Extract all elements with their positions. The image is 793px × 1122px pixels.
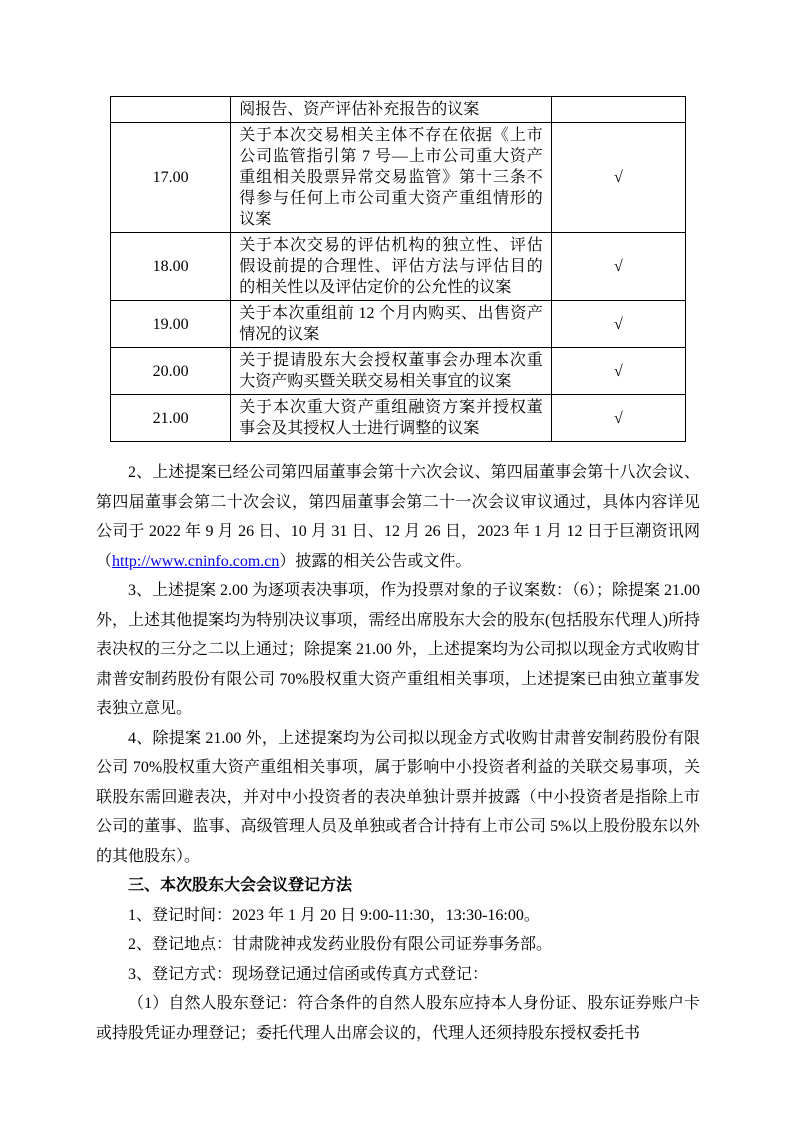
table-row — [111, 348, 686, 395]
table-row — [111, 233, 686, 301]
proposal-number-cell: 20.00 — [111, 348, 231, 395]
page-content — [96, 96, 700, 1048]
proposal-title-cell: 关于本次重大资产重组融资方案并授权董事会及其授权人士进行调整的议案 — [231, 395, 552, 442]
paragraph-3: 3、上述提案 2.00 为逐项表决事项，作为投票对象的子议案数：（6）；除提案 21.00 外，上述其他提案均为特别决议事项，需经出席股东大会的股东(包括股东代理人)所持表决权的三分之二以上通过；除提案 21.00 外，上述提案均为公司拟以现金方式收购甘肃普安制药股份有限公司 70%股权重大资产重组相关事项，上述提案已由独立董事发表独立意见。 — [96, 582, 701, 717]
table-row — [111, 97, 686, 123]
table-row — [111, 123, 686, 233]
paragraph-4: 4、除提案 21.00 外，上述提案均为公司拟以现金方式收购甘肃普安制药股份有限公司 70%股权重大资产重组相关事项，属于影响中小投资者利益的关联交易事项，关联股东需回避表决，并对中小投资者的表决单独计票并披露（中小投资者是指除上市公司的董事、监事、高级管理人员及单独或者合计持有上市公司 5%以上股份股东以外的其他股东）。 — [96, 729, 700, 865]
paragraph-2 — [96, 458, 700, 576]
cninfo-link[interactable]: http://www.cninfo.com.cn — [112, 552, 280, 570]
vote-check-cell: √ — [551, 301, 685, 348]
proposal-number-cell: 19.00 — [111, 301, 231, 348]
table-row — [111, 395, 686, 442]
paragraph-2-text-after: ）披露的相关公告或文件。 — [279, 552, 472, 570]
table-row — [111, 301, 686, 348]
paragraph-2-text-before: 2、上述提案已经公司第四届董事会第十六次会议、第四届董事会第十八次会议、第四届董事会第二十次会议，第四届董事会第二十一次会议审议通过，具体内容详见公司于 2022 年 9 月 26 日、10 月 31 日、12 月 26 日，2023 年 1 月 12 日于巨潮资讯网（ — [96, 464, 700, 570]
proposal-title-cell: 关于提请股东大会授权董事会办理本次重大资产购买暨关联交易相关事宜的议案 — [231, 348, 552, 395]
registration-method-item: 3、登记方式：现场登记通过信函或传真方式登记： — [128, 965, 489, 983]
section-heading: 三、本次股东大会会议登记方法 — [128, 877, 353, 894]
registration-place-item: 2、登记地点：甘肃陇神戎发药业股份有限公司证券事务部。 — [128, 936, 553, 953]
vote-check-cell: √ — [551, 233, 685, 301]
proposal-title-cell: 阅报告、资产评估补充报告的议案 — [231, 97, 552, 123]
vote-check-cell: √ — [551, 348, 685, 395]
vote-check-cell: √ — [551, 395, 685, 442]
proposal-number-cell — [111, 97, 231, 123]
registration-time-item: 1、登记时间：2023 年 1 月 20 日 9:00-11:30，13:30-16:00。 — [128, 906, 540, 924]
vote-check-cell: √ — [551, 123, 685, 233]
proposal-number-cell: 18.00 — [111, 233, 231, 301]
proposal-number-cell: 17.00 — [111, 123, 231, 233]
proposal-number-cell: 21.00 — [111, 395, 231, 442]
proposal-table — [110, 96, 686, 442]
proposal-title-cell: 关于本次交易的评估机构的独立性、评估假设前提的合理性、评估方法与评估目的的相关性以及评估定价的公允性的议案 — [231, 233, 552, 301]
vote-check-cell — [551, 97, 685, 123]
natural-person-registration-paragraph: （1）自然人股东登记：符合条件的自然人股东应持本人身份证、股东证券账户卡或持股凭证办理登记；委托代理人出席会议的，代理人还须持股东授权委托书 — [96, 995, 700, 1042]
proposal-title-cell: 关于本次交易相关主体不存在依据《上市公司监管指引第 7 号—上市公司重大资产重组相关股票异常交易监管》第十三条不得参与任何上市公司重大资产重组情形的议案 — [231, 123, 552, 233]
proposal-title-cell: 关于本次重组前 12 个月内购买、出售资产情况的议案 — [231, 301, 552, 348]
